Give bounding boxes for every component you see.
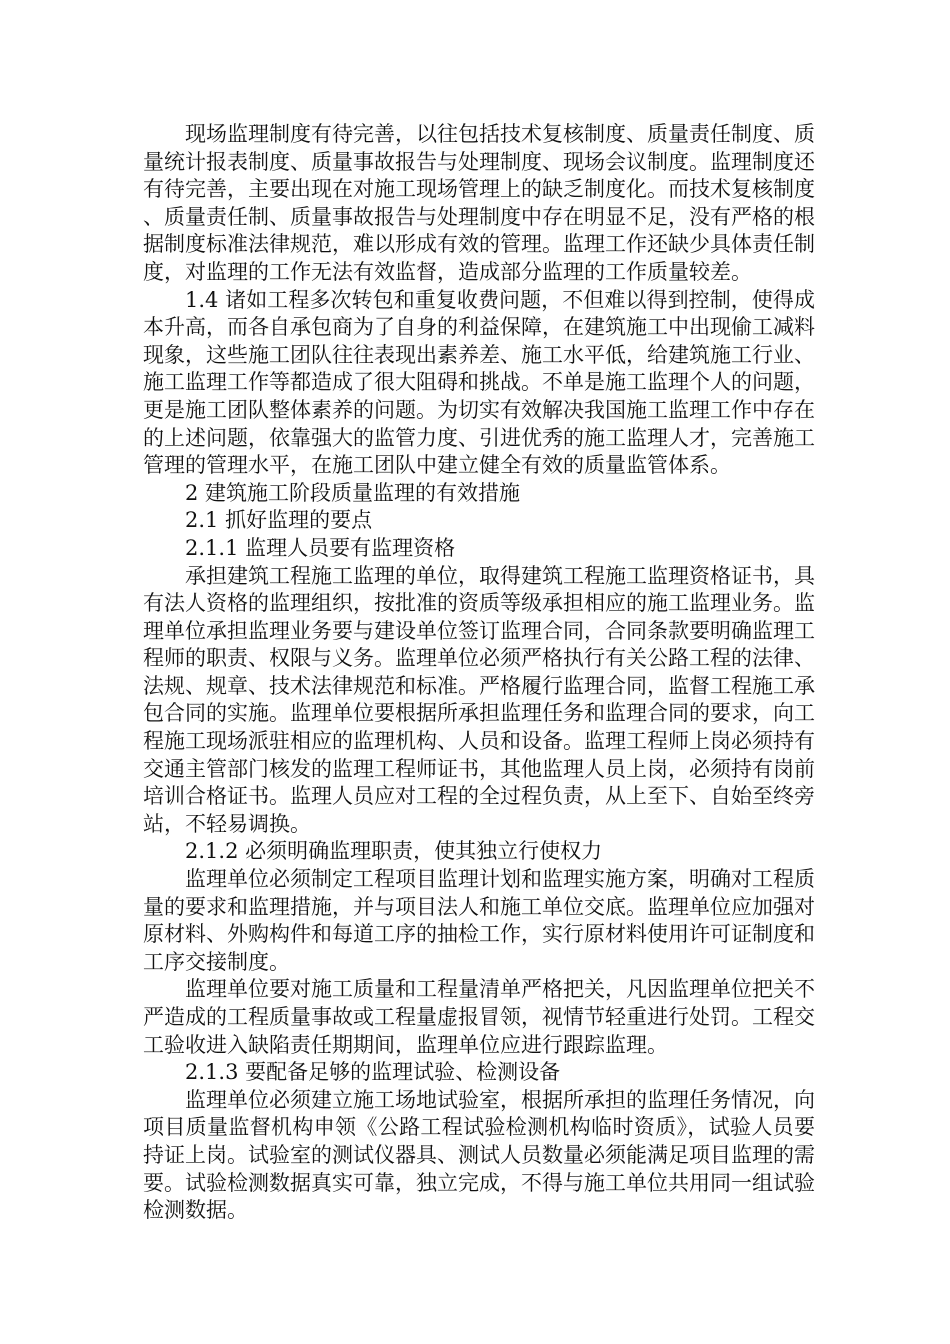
paragraph-1-4-subcontracting: 1.4 诸如工程多次转包和重复收费问题，不但难以得到控制，使得成本升高，而各自承包商为了自身的利益保障，在建筑施工中出现偷工减料现象，这些施工团队往往表现出素养差、施工水平低，给建筑施工行业、施工监理工作等都造成了很大阻碍和挑战。不单是施工监理个人的问题，更是施工团队整体素养的问题。为切实有效解决我国施工监理工作中存在的上述问题，依靠强大的监管力度、引进优秀的施工监理人才，完善施工管理的管理水平，在施工团队中建立健全有效的质量监管体系。 (143, 287, 815, 478)
paragraph-supervision-system: 现场监理制度有待完善，以往包括技术复核制度、质量责任制度、质量统计报表制度、质量事故报告与处理制度、现场会议制度。监理制度还有待完善，主要出现在对施工现场管理上的缺乏制度化。而技术复核制度、质量责任制、质量事故报告与处理制度中存在明显不足，没有严格的根据制度标准法律规范，难以形成有效的管理。监理工作还缺少具体责任制度，对监理的工作无法有效监督，造成部分监理的工作质量较差。 (143, 122, 815, 284)
paragraph-supervision-plan: 监理单位必须制定工程项目监理计划和监理实施方案，明确对工程质量的要求和监理措施，并与项目法人和施工单位交底。监理单位应加强对原材料、外购构件和每道工序的抽检工作，实行原材料使用许可证制度和工序交接制度。 (143, 867, 815, 974)
subsection-heading-2-1-3: 2.1.3 要配备足够的监理试验、检测设备 (185, 1060, 561, 1085)
subsection-heading-2-1-1: 2.1.1 监理人员要有监理资格 (185, 535, 456, 560)
subsection-heading-2-1: 2.1 抓好监理的要点 (185, 508, 373, 533)
paragraph-quality-check: 监理单位要对施工质量和工程量清单严格把关，凡因监理单位把关不严造成的工程质量事故或工程量虚报冒领，视情节轻重进行处罚。工程交工验收进入缺陷责任期期间，监理单位应进行跟踪监理。 (143, 977, 815, 1057)
subsection-heading-2-1-2: 2.1.2 必须明确监理职责，使其独立行使权力 (185, 839, 603, 864)
section-heading-2: 2 建筑施工阶段质量监理的有效措施 (185, 480, 521, 505)
paragraph-qualification: 承担建筑工程施工监理的单位，取得建筑工程施工监理资格证书，具有法人资格的监理组织，按批准的资质等级承担相应的施工监理业务。监理单位承担监理业务要与建设单位签订监理合同，合同条款要明确监理工程师的职责、权限与义务。监理单位必须严格执行有关公路工程的法律、法规、规章、技术法律规范和标准。严格履行监理合同，监督工程施工承包合同的实施。监理单位要根据所承担监理任务和监理合同的要求，向工程施工现场派驻相应的监理机构、人员和设备。监理工程师上岗必须持有交通主管部门核发的监理工程师证书，其他监理人员上岗，必须持有岗前培训合格证书。监理人员应对工程的全过程负责，从上至下、自始至终旁站，不轻易调换。 (143, 563, 815, 836)
document-body (143, 121, 815, 1225)
paragraph-test-equipment: 监理单位必须建立施工场地试验室，根据所承担的监理任务情况，向项目质量监督机构申领《公路工程试验检测机构临时资质》，试验人员要持证上岗。试验室的测试仪器具、测试人员数量必须能满足项目监理的需要。试验检测数据真实可靠，独立完成，不得与施工单位共用同一组试验检测数据。 (143, 1087, 815, 1223)
